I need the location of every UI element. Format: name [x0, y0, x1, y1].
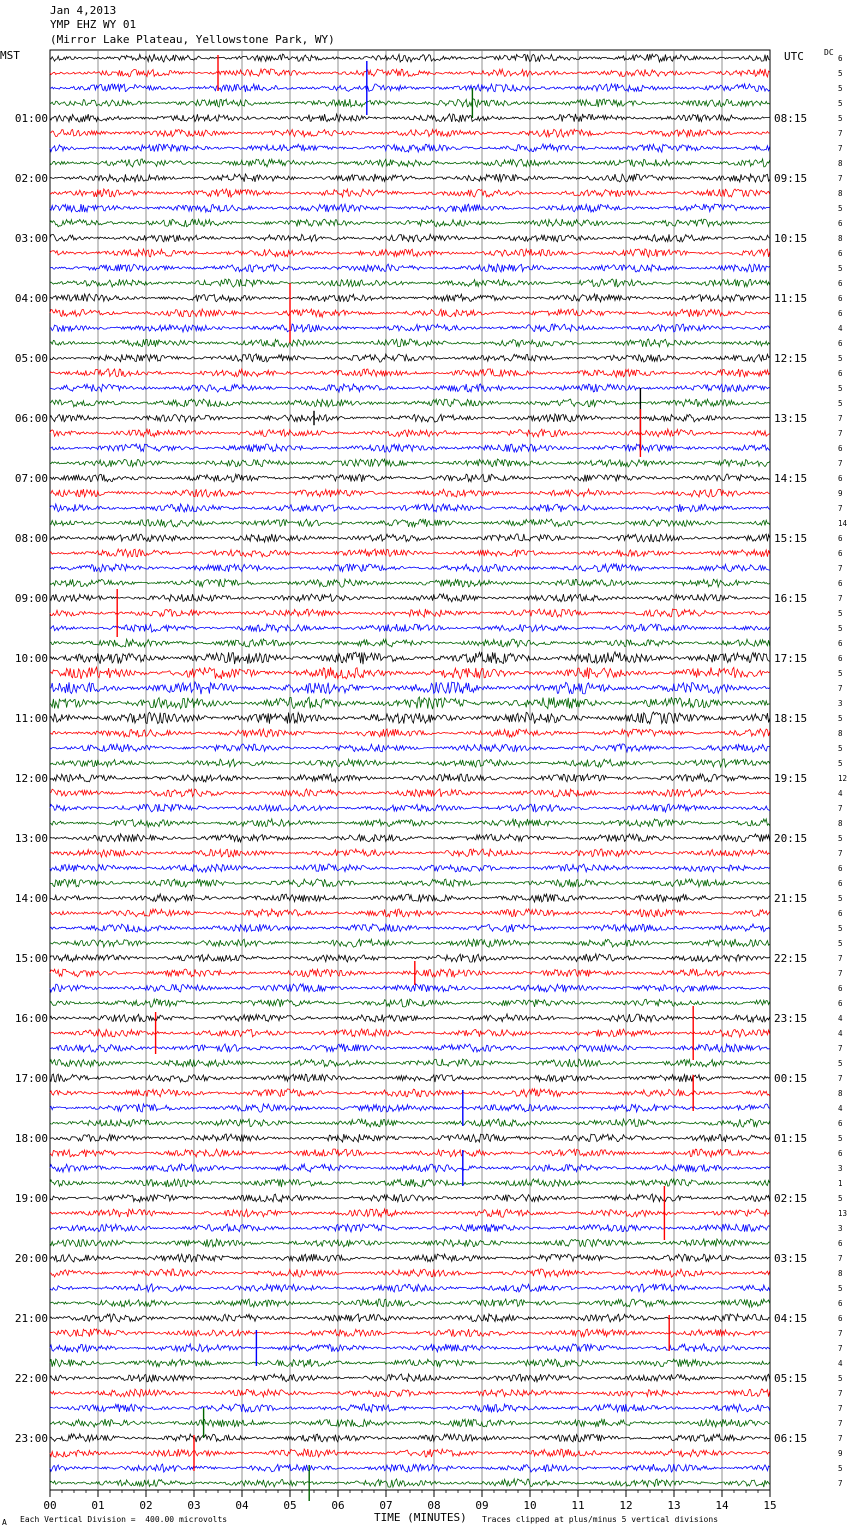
trace-line [50, 1464, 770, 1472]
dc-offset-value: 5 [838, 399, 843, 408]
right-hour-label: 12:15 [774, 352, 808, 365]
trace-line [50, 1104, 770, 1112]
trace-line [50, 219, 770, 227]
right-hour-label: 08:15 [774, 112, 808, 125]
trace-line [50, 1209, 770, 1217]
right-hour-label: 17:15 [774, 652, 808, 665]
trace-line [50, 69, 770, 77]
trace-line [50, 354, 770, 362]
trace-line [50, 1389, 770, 1397]
left-hour-label: 14:00 [14, 892, 48, 905]
dc-offset-value: 6 [838, 219, 843, 228]
dc-offset-value: 12 [838, 774, 848, 783]
trace-line [50, 999, 770, 1007]
dc-offset-value: 6 [838, 54, 843, 63]
trace-line [50, 114, 770, 122]
dc-offset-value: 8 [838, 819, 843, 828]
dc-offset-value: 5 [838, 264, 843, 273]
dc-offset-value: 6 [838, 879, 843, 888]
trace-line [50, 369, 770, 377]
dc-offset-value: 7 [838, 684, 843, 693]
trace-line [50, 1029, 770, 1037]
trace-line [50, 1164, 770, 1172]
x-tick-label: 05 [283, 1499, 297, 1512]
right-hour-label: 05:15 [774, 1372, 808, 1385]
right-hour-label: 18:15 [774, 712, 808, 725]
dc-offset-value: 5 [838, 759, 843, 768]
trace-line [50, 1449, 770, 1457]
trace-line [50, 549, 770, 557]
dc-offset-value: 5 [838, 354, 843, 363]
trace-line [50, 939, 770, 947]
dc-offset-value: 5 [838, 714, 843, 723]
left-hour-label: 11:00 [14, 712, 48, 725]
x-tick-label: 09 [475, 1499, 489, 1512]
trace-line [50, 309, 770, 317]
trace-line [50, 1434, 770, 1442]
trace-line [50, 894, 770, 902]
dc-offset-value: 4 [838, 789, 843, 798]
trace-line [50, 652, 770, 664]
left-hour-label: 16:00 [14, 1012, 48, 1025]
trace-line [50, 789, 770, 797]
dc-offset-value: 7 [838, 594, 843, 603]
trace-line [50, 474, 770, 482]
trace-line [50, 1479, 770, 1487]
left-hour-label: 07:00 [14, 472, 48, 485]
left-hour-label: 19:00 [14, 1192, 48, 1205]
x-tick-label: 07 [379, 1499, 393, 1512]
left-hour-label: 04:00 [14, 292, 48, 305]
x-tick-label: 08 [427, 1499, 441, 1512]
dc-offset-value: 13 [838, 1209, 848, 1218]
dc-offset-value: 6 [838, 549, 843, 558]
dc-offset-value: 6 [838, 639, 843, 648]
left-hour-label: 23:00 [14, 1432, 48, 1445]
trace-line [50, 849, 770, 857]
dc-offset-value: 3 [838, 1224, 843, 1233]
trace-line [50, 729, 770, 737]
dc-offset-value: 4 [838, 1359, 843, 1368]
dc-offset-value: 6 [838, 534, 843, 543]
right-hour-label: 13:15 [774, 412, 808, 425]
dc-offset-value: 7 [838, 954, 843, 963]
trace-line [50, 1299, 770, 1307]
x-tick-label: 10 [523, 1499, 537, 1512]
right-hour-label: 22:15 [774, 952, 808, 965]
trace-line [50, 399, 770, 407]
right-hour-label: 23:15 [774, 1012, 808, 1025]
trace-line [50, 564, 770, 572]
trace-line [50, 1374, 770, 1382]
trace-line [50, 1329, 770, 1337]
dc-offset-value: 6 [838, 999, 843, 1008]
x-tick-label: 03 [187, 1499, 201, 1512]
trace-line [50, 1344, 770, 1352]
trace-line [50, 804, 770, 812]
trace-line [50, 1134, 770, 1142]
trace-line [50, 1149, 770, 1157]
right-hour-label: 16:15 [774, 592, 808, 605]
right-hour-label: 11:15 [774, 292, 808, 305]
right-hour-label: 14:15 [774, 472, 808, 485]
x-tick-label: 14 [715, 1499, 729, 1512]
dc-offset-value: 7 [838, 849, 843, 858]
trace-line [50, 954, 770, 962]
right-hour-label: 15:15 [774, 532, 808, 545]
trace-line [50, 324, 770, 332]
left-hour-label: 20:00 [14, 1252, 48, 1265]
dc-offset-value: 5 [838, 924, 843, 933]
trace-line [50, 1179, 770, 1187]
dc-offset-header: DC [824, 48, 834, 57]
trace-line [50, 534, 770, 542]
x-axis-label: TIME (MINUTES) [374, 1511, 467, 1524]
trace-line [50, 774, 770, 782]
dc-offset-value: 7 [838, 564, 843, 573]
trace-line [50, 1269, 770, 1277]
trace-line [50, 624, 770, 632]
trace-line [50, 234, 770, 242]
dc-offset-value: 7 [838, 1404, 843, 1413]
dc-offset-value: 7 [838, 1254, 843, 1263]
trace-line [50, 579, 770, 587]
dc-offset-value: 7 [838, 1479, 843, 1488]
station-name: YMP EHZ WY 01 [50, 18, 137, 31]
dc-offset-value: 3 [838, 699, 843, 708]
dc-offset-value: 6 [838, 1314, 843, 1323]
right-hour-label: 19:15 [774, 772, 808, 785]
dc-offset-value: 6 [838, 1239, 843, 1248]
trace-line [50, 249, 770, 257]
left-hour-label: 01:00 [14, 112, 48, 125]
dc-offset-value: 6 [838, 279, 843, 288]
dc-offset-value: 9 [838, 1449, 843, 1458]
x-tick-label: 02 [139, 1499, 153, 1512]
left-hour-label: 03:00 [14, 232, 48, 245]
trace-line [50, 294, 770, 302]
trace-line [50, 279, 770, 287]
trace-line [50, 1044, 770, 1052]
dc-offset-value: 7 [838, 174, 843, 183]
trace-line [50, 819, 770, 827]
trace-line [50, 639, 770, 647]
dc-offset-value: 8 [838, 189, 843, 198]
dc-offset-value: 7 [838, 1074, 843, 1083]
trace-line [50, 99, 770, 107]
dc-offset-value: 6 [838, 909, 843, 918]
x-tick-label: 01 [91, 1499, 105, 1512]
dc-offset-value: 8 [838, 729, 843, 738]
trace-line [50, 429, 770, 437]
scale-note: Each Vertical Division = 400.00 microvolts [20, 1515, 228, 1524]
trace-line [50, 984, 770, 992]
trace-line [50, 129, 770, 137]
left-hour-label: 17:00 [14, 1072, 48, 1085]
dc-offset-value: 6 [838, 309, 843, 318]
x-tick-label: 15 [763, 1499, 777, 1512]
trace-line [50, 159, 770, 167]
corner-mark: A [2, 1518, 7, 1527]
x-tick-label: 06 [331, 1499, 345, 1512]
trace-line [50, 1359, 770, 1367]
trace-line [50, 924, 770, 932]
dc-offset-value: 5 [838, 99, 843, 108]
dc-offset-value: 5 [838, 1464, 843, 1473]
dc-offset-value: 5 [838, 894, 843, 903]
dc-offset-value: 6 [838, 864, 843, 873]
dc-offset-value: 5 [838, 624, 843, 633]
trace-line [50, 864, 770, 872]
dc-offset-value: 8 [838, 234, 843, 243]
right-timezone-label: UTC [784, 50, 804, 63]
trace-line [50, 54, 770, 62]
x-tick-label: 04 [235, 1499, 249, 1512]
left-hour-label: 10:00 [14, 652, 48, 665]
trace-line [50, 1314, 770, 1322]
dc-offset-value: 7 [838, 969, 843, 978]
trace-line [50, 444, 770, 452]
dc-offset-value: 7 [838, 1434, 843, 1443]
dc-offset-value: 6 [838, 444, 843, 453]
right-hour-label: 02:15 [774, 1192, 808, 1205]
dc-offset-value: 7 [838, 414, 843, 423]
left-hour-label: 02:00 [14, 172, 48, 185]
dc-offset-value: 6 [838, 249, 843, 258]
dc-offset-value: 6 [838, 1119, 843, 1128]
dc-offset-value: 7 [838, 459, 843, 468]
right-hour-label: 04:15 [774, 1312, 808, 1325]
dc-offset-value: 5 [838, 204, 843, 213]
dc-offset-value: 5 [838, 669, 843, 678]
dc-offset-value: 7 [838, 1044, 843, 1053]
trace-line [50, 594, 770, 602]
dc-offset-value: 6 [838, 984, 843, 993]
trace-line [50, 1254, 770, 1262]
trace-line [50, 1284, 770, 1292]
right-hour-label: 10:15 [774, 232, 808, 245]
trace-line [50, 759, 770, 767]
dc-offset-value: 6 [838, 654, 843, 663]
dc-offset-value: 5 [838, 69, 843, 78]
trace-line [50, 1194, 770, 1202]
dc-offset-value: 7 [838, 144, 843, 153]
dc-offset-value: 5 [838, 939, 843, 948]
left-hour-label: 06:00 [14, 412, 48, 425]
trace-line [50, 204, 770, 212]
dc-offset-value: 6 [838, 579, 843, 588]
trace-line [50, 459, 770, 467]
trace-line [50, 834, 770, 842]
trace-line [50, 144, 770, 152]
dc-offset-value: 5 [838, 744, 843, 753]
left-timezone-label: MST [0, 49, 20, 62]
trace-line [50, 84, 770, 92]
dc-offset-value: 5 [838, 1284, 843, 1293]
dc-offset-value: 7 [838, 1419, 843, 1428]
dc-offset-value: 5 [838, 384, 843, 393]
dc-offset-value: 9 [838, 489, 843, 498]
trace-line [50, 174, 770, 182]
left-hour-label: 21:00 [14, 1312, 48, 1325]
right-hour-label: 06:15 [774, 1432, 808, 1445]
dc-offset-value: 6 [838, 1149, 843, 1158]
dc-offset-value: 1 [838, 1179, 843, 1188]
dc-offset-value: 7 [838, 429, 843, 438]
x-tick-label: 13 [667, 1499, 681, 1512]
dc-offset-value: 6 [838, 339, 843, 348]
dc-offset-value: 4 [838, 1029, 843, 1038]
dc-offset-value: 6 [838, 294, 843, 303]
dc-offset-value: 6 [838, 369, 843, 378]
dc-offset-value: 14 [838, 519, 848, 528]
dc-offset-value: 7 [838, 504, 843, 513]
dc-offset-value: 5 [838, 1374, 843, 1383]
trace-line [50, 1089, 770, 1097]
dc-offset-value: 7 [838, 1389, 843, 1398]
dc-offset-value: 8 [838, 159, 843, 168]
left-hour-label: 15:00 [14, 952, 48, 965]
trace-line [50, 712, 770, 724]
trace-line [50, 1224, 770, 1232]
dc-offset-value: 3 [838, 1164, 843, 1173]
dc-offset-value: 5 [838, 1059, 843, 1068]
trace-line [50, 682, 770, 694]
left-hour-label: 08:00 [14, 532, 48, 545]
dc-offset-value: 7 [838, 804, 843, 813]
trace-line [50, 1119, 770, 1127]
trace-line [50, 609, 770, 617]
trace-line [50, 1074, 770, 1082]
x-tick-label: 11 [571, 1499, 585, 1512]
dc-offset-value: 5 [838, 1194, 843, 1203]
trace-line [50, 909, 770, 917]
trace-line [50, 1239, 770, 1247]
trace-line [50, 1419, 770, 1427]
dc-offset-value: 6 [838, 474, 843, 483]
station-location: (Mirror Lake Plateau, Yellowstone Park, WY) [50, 33, 335, 46]
left-hour-label: 22:00 [14, 1372, 48, 1385]
trace-line [50, 667, 770, 679]
clip-note: Traces clipped at plus/minus 5 vertical divisions [482, 1515, 719, 1524]
dc-offset-value: 4 [838, 1014, 843, 1023]
dc-offset-value: 8 [838, 1089, 843, 1098]
dc-offset-value: 7 [838, 1344, 843, 1353]
trace-line [50, 697, 770, 709]
dc-offset-value: 5 [838, 114, 843, 123]
dc-offset-value: 8 [838, 1269, 843, 1278]
right-hour-label: 21:15 [774, 892, 808, 905]
x-tick-label: 12 [619, 1499, 633, 1512]
dc-offset-value: 4 [838, 324, 843, 333]
trace-line [50, 1404, 770, 1412]
trace-line [50, 414, 770, 422]
trace-line [50, 1014, 770, 1022]
dc-offset-value: 6 [838, 1299, 843, 1308]
left-hour-label: 13:00 [14, 832, 48, 845]
right-hour-label: 00:15 [774, 1072, 808, 1085]
right-hour-label: 09:15 [774, 172, 808, 185]
plot-date: Jan 4,2013 [50, 4, 117, 17]
trace-line [50, 264, 770, 272]
trace-line [50, 489, 770, 497]
dc-offset-value: 7 [838, 129, 843, 138]
dc-offset-value: 5 [838, 834, 843, 843]
trace-line [50, 744, 770, 752]
trace-line [50, 384, 770, 392]
dc-offset-value: 5 [838, 609, 843, 618]
left-hour-label: 18:00 [14, 1132, 48, 1145]
dc-offset-value: 5 [838, 1134, 843, 1143]
trace-line [50, 1059, 770, 1067]
trace-line [50, 879, 770, 887]
left-hour-label: 05:00 [14, 352, 48, 365]
right-hour-label: 01:15 [774, 1132, 808, 1145]
right-hour-label: 20:15 [774, 832, 808, 845]
dc-offset-value: 5 [838, 84, 843, 93]
dc-offset-value: 7 [838, 1329, 843, 1338]
trace-line [50, 189, 770, 197]
left-hour-label: 09:00 [14, 592, 48, 605]
right-hour-label: 03:15 [774, 1252, 808, 1265]
trace-line [50, 339, 770, 347]
trace-line [50, 969, 770, 977]
dc-offset-value: 4 [838, 1104, 843, 1113]
trace-line [50, 519, 770, 527]
left-hour-label: 12:00 [14, 772, 48, 785]
trace-line [50, 504, 770, 512]
x-tick-label: 00 [43, 1499, 57, 1512]
